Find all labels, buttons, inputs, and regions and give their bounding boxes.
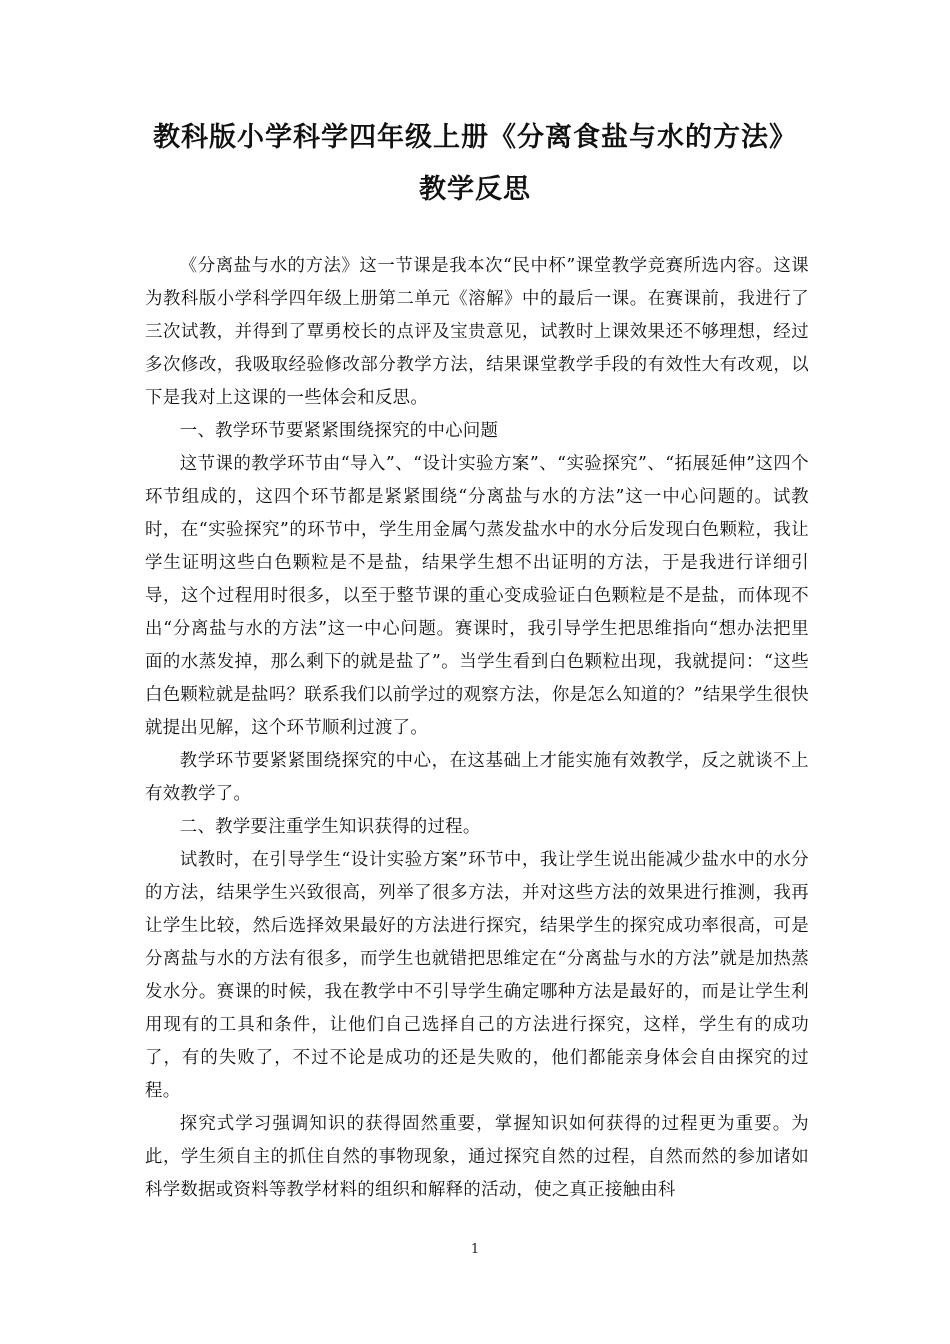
paragraph-section1-detail: 这节课的教学环节由“导入”、“设计实验方案”、“实验探究”、“拓展延伸”这四个环节组成的，这四个环节都是紧紧围绕“分离盐与水的方法”这一中心问题的。试教时，在“实验探究”的环节中，学生用金属勺蒸发盐水中的水分后发现白色颗粒，我让学生证明这些白色颗粒是不是盐，结果学生想不出证明的方法，于是我进行详细引导，这个过程用时很多，以至于整节课的重心变成验证白色颗粒是不是盐，而体现不出“分离盐与水的方法”这一中心问题。赛课时，我引导学生把思维指向“想办法把里面的水蒸发掉，那么剩下的就是盐了”。当学生看到白色颗粒出现，我就提问：“这些白色颗粒就是盐吗？联系我们以前学过的观察方法，你是怎么知道的？”结果学生很快就提出见解，这个环节顺利过渡了。	[145, 454, 809, 738]
paragraph-section2-summary: 探究式学习强调知识的获得固然重要，掌握知识如何获得的过程更为重要。为此，学生须自主的抓住自然的事物现象，通过探究自然的过程，自然而然的参加诸如科学数据或资料等教学材料的组织和解释的活动，使之真正接触由科	[145, 1114, 809, 1200]
paragraph-section2-detail: 试教时，在引导学生“设计实验方案”环节中，我让学生说出能减少盐水中的水分的方法，结果学生兴致很高，列举了很多方法，并对这些方法的效果进行推测，我再让学生比较，然后选择效果最好的方法进行探究，结果学生的探究成功率很高，可是分离盐与水的方法有很多，而学生也就错把思维定在“分离盐与水的方法”就是加热蒸发水分。赛课的时候，我在教学中不引导学生确定哪种方法是最好的，而是让学生利用现有的工具和条件，让他们自己选择自己的方法进行探究，这样，学生有的成功了，有的失败了，不过不论是成功的还是失败的，他们都能亲身体会自由探究的过程。	[145, 850, 809, 1101]
page-number: 1	[470, 1242, 480, 1257]
document-title-line2: 教学反思	[419, 174, 531, 205]
paragraph-intro: 《分离盐与水的方法》这一节课是我本次“民中杯”课堂教学竞赛所选内容。这课为教科版小学科学四年级上册第二单元《溶解》中的最后一课。在赛课前，我进行了三次试教，并得到了覃勇校长的点评及宝贵意见，试教时上课效果还不够理想，经过多次修改，我吸取经验修改部分教学方法，结果课堂教学手段的有效性大有改观，以下是我对上这课的一些体会和反思。	[145, 256, 809, 408]
document-body	[145, 250, 809, 1207]
section-heading-2: 二、教学要注重学生知识获得的过程。	[179, 817, 481, 837]
document-title-line1: 教科版小学科学四年级上册《分离食盐与水的方法》	[153, 122, 797, 153]
section-heading-1: 一、教学环节要紧紧围绕探究的中心问题	[179, 421, 499, 441]
paragraph-section1-summary: 教学环节要紧紧围绕探究的中心，在这基础上才能实施有效教学，反之就谈不上有效教学了。	[145, 751, 809, 804]
